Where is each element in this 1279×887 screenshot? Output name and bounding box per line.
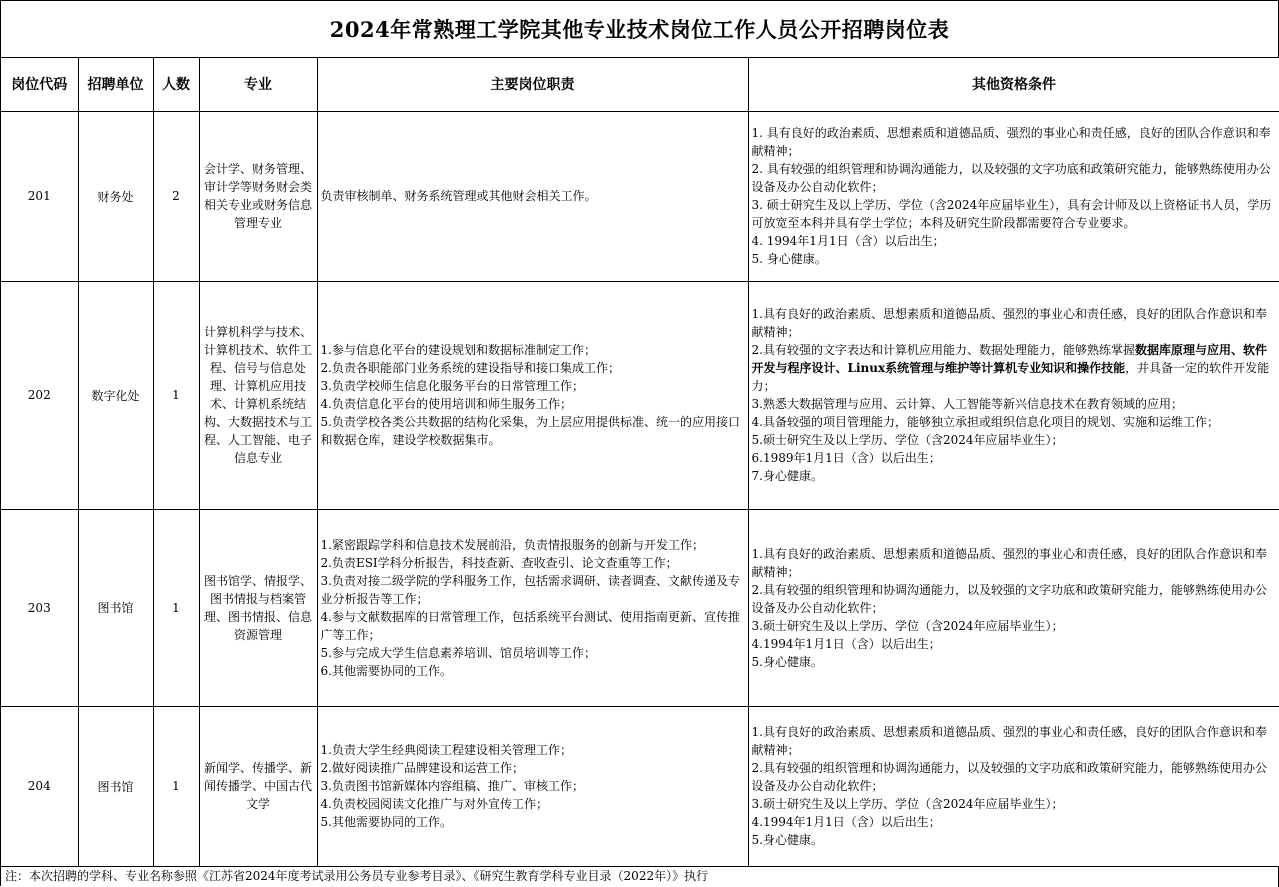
qualification-item: 3.硕士研究生及以上学历、学位（含2024年应届毕业生）；	[751, 797, 1064, 811]
qualifications-cell	[748, 706, 1279, 866]
major-requirement: 新闻学、传播学、新闻传播学、中国古代文学	[199, 706, 317, 866]
recruiting-unit: 图书馆	[78, 509, 153, 706]
duty-item: 1.负责大学生经典阅读工程建设相关管理工作；	[320, 743, 572, 757]
qualification-item: 5. 身心健康。	[751, 252, 827, 266]
qualification-item: 4.1994年1月1日（含）以后出生；	[751, 636, 941, 651]
qualification-item: 4.具备较强的项目管理能力，能够独立承担或组织信息化项目的规划、实施和运维工作；	[751, 415, 1219, 429]
duty-item: 3.负责学校师生信息化服务平台的日常管理工作；	[320, 379, 584, 393]
footnote: 注：本次招聘的学科、专业名称参照《江苏省2024年度考试录用公务员专业参考目录》、《研究生教育学科专业目录（2022年）》执行	[1, 866, 1279, 887]
qualifications-cell	[748, 281, 1279, 509]
qualification-item: 4.1994年1月1日（含）以后出生；	[751, 815, 941, 829]
table-row	[1, 111, 1279, 281]
table-row	[1, 706, 1279, 866]
header-major: 专业	[199, 58, 317, 111]
recruiting-unit: 图书馆	[78, 706, 153, 866]
duty-item: 5.负责学校各类公共数据的结构化采集，为上层应用提供标准、统一的应用接口和数据仓库，建设学校数据集市。	[320, 415, 740, 447]
header-code: 岗位代码	[1, 58, 78, 111]
qualification-emphasis: 数据库原理与应用、软件开发与程序设计、Linux系统管理与维护等计算机专业知识和操作技能	[751, 343, 1267, 375]
qualification-item: 5.身心健康。	[751, 654, 823, 669]
qualification-item: 5.硕士研究生及以上学历、学位（含2024年应届毕业生）；	[751, 433, 1064, 447]
duty-item: 5.其他需要协同的工作。	[320, 815, 452, 829]
duties-cell	[317, 111, 748, 281]
qualification-item: 2. 具有较强的组织管理和协调沟通能力，以及较强的文字功底和政策研究能力，能够熟练使用办公设备及办公自动化软件；	[751, 162, 1271, 194]
position-code: 204	[1, 706, 78, 866]
qualification-item: 3. 硕士研究生及以上学历、学位（含2024年应届毕业生），具有会计师及以上资格证书人员，学历可放宽至本科并具有学士学位；本科及研究生阶段都需要符合专业要求。	[751, 198, 1272, 230]
positions-table	[1, 58, 1279, 867]
header-num: 人数	[153, 58, 199, 111]
position-code: 202	[1, 281, 78, 509]
qualification-item: 5.身心健康。	[751, 833, 823, 847]
duty-item: 负责审核制单、财务系统管理或其他财会相关工作。	[320, 189, 597, 203]
qualification-item: 1.具有良好的政治素质、思想素质和道德品质、强烈的事业心和责任感，良好的团队合作意识和奉献精神；	[751, 725, 1267, 757]
qualification-item: 2.具有较强的组织管理和协调沟通能力，以及较强的文字功底和政策研究能力，能够熟练使用办公设备及办公自动化软件；	[751, 761, 1267, 793]
table-row	[1, 509, 1279, 706]
duty-item: 2.负责ESI学科分析报告，科技查新、查收查引、论文查重等工作；	[320, 555, 678, 570]
headcount: 2	[153, 111, 199, 281]
major-requirement: 计算机科学与技术、计算机技术、软件工程、信号与信息处理、计算机应用技术、计算机系统结构、大数据技术与工程、人工智能、电子信息专业	[199, 281, 317, 509]
qualification-item: 1.具有良好的政治素质、思想素质和道德品质、强烈的事业心和责任感，良好的团队合作意识和奉献精神；	[751, 307, 1267, 339]
page-title: 2024年常熟理工学院其他专业技术岗位工作人员公开招聘岗位表	[1, 1, 1279, 58]
header-qualifications: 其他资格条件	[748, 58, 1279, 111]
qualification-item: 4. 1994年1月1日（含）以后出生；	[751, 234, 945, 248]
qualification-item: 6.1989年1月1日（含）以后出生；	[751, 451, 941, 465]
qualification-text: ，并具备一定的软件开发能力；	[751, 361, 1270, 393]
duty-item: 3.负责图书馆新媒体内容组稿、推广、审核工作；	[320, 779, 584, 793]
duties-cell	[317, 281, 748, 509]
qualification-item: 1.具有良好的政治素质、思想素质和道德品质、强烈的事业心和责任感，良好的团队合作意识和奉献精神；	[751, 546, 1267, 579]
duty-item: 4.负责信息化平台的使用培训和师生服务工作；	[320, 397, 572, 411]
duty-item: 1.参与信息化平台的建设规划和数据标准制定工作；	[320, 343, 596, 357]
table-header-row	[1, 58, 1279, 111]
qualification-text: 2.具有较强的文字表达和计算机应用能力、数据处理能力，能够熟练掌握	[751, 343, 1135, 357]
duty-item: 3.负责对接二级学院的学科服务工作，包括需求调研、读者调查、文献传递及专业分析报告等工作；	[320, 573, 740, 606]
qualification-item: 3.熟悉大数据管理与应用、云计算、人工智能等新兴信息技术在教育领域的应用；	[751, 397, 1183, 411]
duty-item: 5.参与完成大学生信息素养培训、馆员培训等工作；	[320, 645, 596, 660]
major-requirement: 图书馆学、情报学、图书情报与档案管理、图书情报、信息资源管理	[199, 509, 317, 706]
qualification-item	[752, 341, 1278, 395]
qualifications-cell	[748, 509, 1279, 706]
position-code: 201	[1, 111, 78, 281]
duty-item: 1.紧密跟踪学科和信息技术发展前沿，负责情报服务的创新与开发工作；	[320, 537, 704, 552]
position-code: 203	[1, 509, 78, 706]
qualification-item: 1. 具有良好的政治素质、思想素质和道德品质、强烈的事业心和责任感，良好的团队合作意识和奉献精神；	[751, 126, 1271, 158]
duties-cell	[317, 706, 748, 866]
duty-item: 2.负责各职能部门业务系统的建设指导和接口集成工作；	[320, 361, 620, 375]
qualification-item: 2.具有较强的组织管理和协调沟通能力，以及较强的文字功底和政策研究能力，能够熟练使用办公设备及办公自动化软件；	[751, 582, 1267, 615]
duty-item: 6.其他需要协同的工作。	[320, 663, 452, 678]
qualification-item: 7.身心健康。	[751, 469, 823, 483]
header-duties: 主要岗位职责	[317, 58, 748, 111]
duty-item: 4.参与文献数据库的日常管理工作，包括系统平台测试、使用指南更新、宣传推广等工作；	[320, 609, 740, 642]
duties-cell	[317, 509, 748, 706]
major-requirement: 会计学、财务管理、审计学等财务财会类相关专业或财务信息管理专业	[199, 111, 317, 281]
duty-item: 2.做好阅读推广品牌建设和运营工作；	[320, 761, 524, 775]
header-unit: 招聘单位	[78, 58, 153, 111]
qualification-item: 3.硕士研究生及以上学历、学位（含2024年应届毕业生）；	[751, 618, 1064, 633]
table-row	[1, 281, 1279, 509]
headcount: 1	[153, 509, 199, 706]
qualifications-cell	[748, 111, 1279, 281]
recruiting-unit: 数字化处	[78, 281, 153, 509]
recruiting-unit: 财务处	[78, 111, 153, 281]
headcount: 1	[153, 706, 199, 866]
headcount: 1	[153, 281, 199, 509]
duty-item: 4.负责校园阅读文化推广与对外宣传工作；	[320, 797, 548, 811]
